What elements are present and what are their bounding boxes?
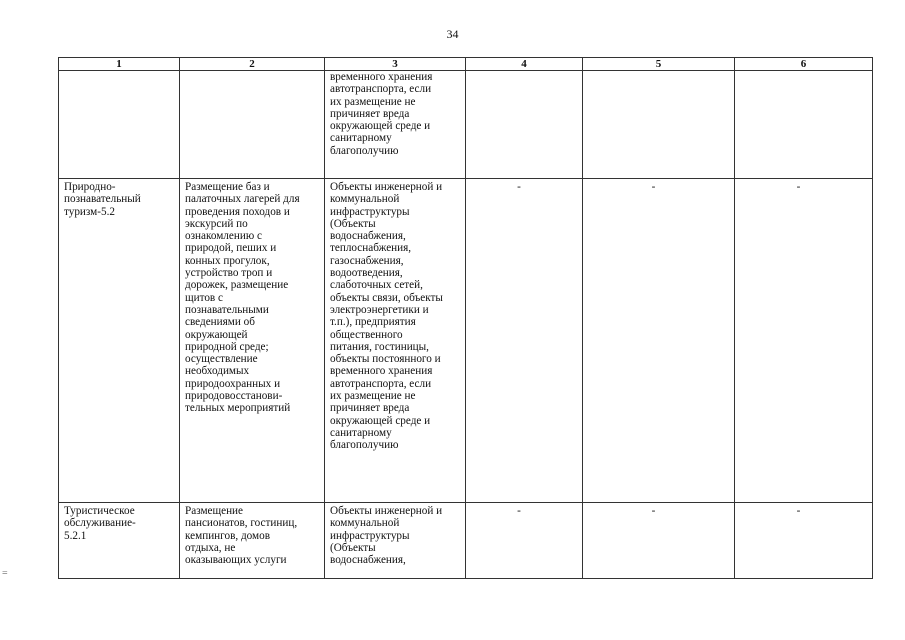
page-number: 34: [446, 27, 459, 41]
table-cell: [735, 71, 873, 179]
table-cell: -: [466, 503, 583, 579]
table-cell: -: [735, 503, 873, 579]
table-cell: Размещение пансионатов, гостиниц, кемпингов, домов отдыха, не оказывающих услуги: [180, 503, 325, 579]
table-cell: [466, 71, 583, 179]
table-row: [59, 71, 873, 179]
table-cell: Природно- познавательный туризм-5.2: [59, 179, 180, 503]
table-cell: Туристическое обслуживание- 5.2.1: [59, 503, 180, 579]
regulations-table: [58, 57, 873, 579]
column-header: 3: [325, 58, 466, 71]
table-cell: [180, 71, 325, 179]
table-cell: -: [583, 503, 735, 579]
table-cell: [59, 71, 180, 179]
margin-mark: =: [2, 568, 8, 579]
column-header: 6: [735, 58, 873, 71]
table-cell: [583, 71, 735, 179]
column-header: 1: [59, 58, 180, 71]
column-header: 4: [466, 58, 583, 71]
table-cell: -: [735, 179, 873, 503]
table-cell: -: [583, 179, 735, 503]
table-row: [59, 179, 873, 503]
table-cell: -: [466, 179, 583, 503]
table-cell: временного хранения автотранспорта, если их размещение не причиняет вреда окружающей среде и санитарному благополучию: [325, 71, 466, 179]
column-header: 5: [583, 58, 735, 71]
table-cell: Размещение баз и палаточных лагерей для проведения походов и экскурсий по ознакомлению с природой, пеших и конных прогулок, устройство троп и дорожек, размещение щитов с познавательными сведениями об окружающей природной среде; осуществление необходимых природоохранных и природовосстанови- тельных мероприятий: [180, 179, 325, 503]
table-cell: Объекты инженерной и коммунальной инфраструктуры (Объекты водоснабжения,: [325, 503, 466, 579]
table-header-row: [59, 58, 873, 71]
table-cell: Объекты инженерной и коммунальной инфраструктуры (Объекты водоснабжения, теплоснабжения, газоснабжения, водоотведения, слаботочных сетей, объекты связи, объекты электроэнергетики и т.п.), предприятия общественного питания, гостиницы, объекты постоянного и временного хранения автотранспорта, если их размещение не причиняет вреда окружающей среде и санитарному благополучию: [325, 179, 466, 503]
table-row: [59, 503, 873, 579]
column-header: 2: [180, 58, 325, 71]
